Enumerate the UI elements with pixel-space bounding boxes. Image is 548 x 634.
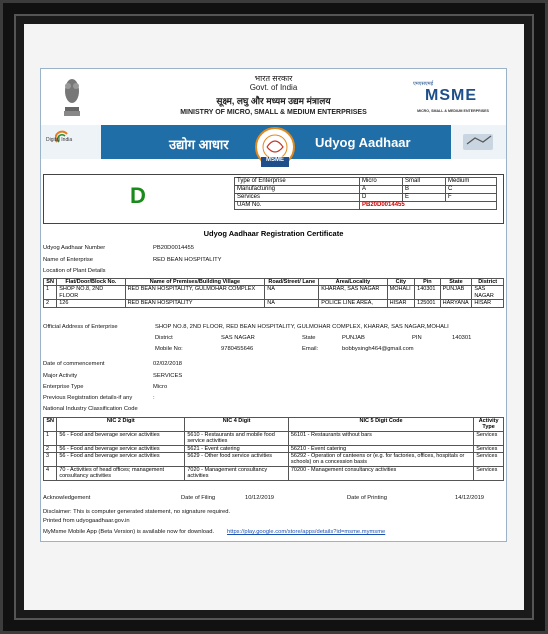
type-table-row xyxy=(235,178,497,186)
table-cell: 1 xyxy=(44,286,57,300)
plant-table-header: State xyxy=(440,279,472,286)
table-cell: MOHALI xyxy=(387,286,415,300)
table-row xyxy=(44,453,504,467)
official-address-value: SHOP NO.8, 2ND FLOOR, RED BEAN HOSPITALITY, GULMOHAR COMPLEX, KHARAR, SAS NAGAR,MOHALI xyxy=(155,324,449,330)
date-of-filing-value: 10/12/2019 xyxy=(245,495,275,501)
plant-table-header: District xyxy=(472,279,504,286)
table-row xyxy=(44,300,504,307)
enterprise-type-label: Enterprise Type xyxy=(43,384,84,390)
plant-location-table xyxy=(43,278,504,308)
commencement-label: Date of commencement xyxy=(43,361,105,367)
make-in-india-icon xyxy=(461,130,497,154)
udyog-aadhaar-seal-icon xyxy=(251,127,299,171)
govt-of-india-text: Govt. of India xyxy=(249,83,298,92)
table-cell: RED BEAN HOSPITALITY, GULMOHAR COMPLEX xyxy=(125,286,265,300)
table-row xyxy=(44,431,504,445)
certificate-header xyxy=(41,69,506,125)
table-cell: 56210 - Event catering xyxy=(288,445,473,452)
banner-english-title: Udyog Aadhaar xyxy=(315,135,411,150)
table-cell: Services xyxy=(474,445,504,452)
type-table-cell: Services xyxy=(235,194,360,202)
plant-table-header: SN xyxy=(44,279,57,286)
table-cell: 140301 xyxy=(415,286,440,300)
nic-table-header: NIC 5 Digit Code xyxy=(288,418,473,432)
app-download-text: MyMsme Mobile App (Beta Version) is available now for download. xyxy=(43,529,215,535)
nic-label: National Industry Classification Code xyxy=(43,406,138,412)
table-cell: NA xyxy=(265,300,319,307)
uam-label: UAM No. xyxy=(235,202,360,210)
major-activity-label: Major Activity xyxy=(43,373,78,379)
msme-logo xyxy=(413,77,493,119)
nic-table-header: SN xyxy=(44,418,57,432)
msme-logo-text: MSME xyxy=(425,87,477,104)
table-cell: SAS NAGAR xyxy=(472,286,504,300)
plant-table-header: Pin xyxy=(415,279,440,286)
nic-table-header: Activity Type xyxy=(474,418,504,432)
type-table-cell: A xyxy=(360,186,403,194)
table-cell: 1 xyxy=(44,431,57,445)
uam-row xyxy=(235,202,497,210)
table-cell: HISAR xyxy=(472,300,504,307)
table-cell: 56 - Food and beverage service activities xyxy=(57,431,185,445)
table-cell: 5610 - Restaurants and mobile food service activities xyxy=(185,431,288,445)
table-cell: SHOP NO.8, 2ND FLOOR xyxy=(57,286,125,300)
table-cell: 56292 - Operation of canteens or (e.g. for factories, offices, hospitals or schools) on a concession basis xyxy=(288,453,473,467)
previous-registration-value: : xyxy=(153,395,155,401)
table-cell: 2 xyxy=(44,445,57,452)
major-activity-value: SERVICES xyxy=(153,373,183,379)
plant-table-header: City xyxy=(387,279,415,286)
table-cell: Services xyxy=(474,431,504,445)
disclaimer-text: Disclaimer: This is computer generated statement, no signature required. xyxy=(43,509,231,515)
table-cell: 125001 xyxy=(415,300,440,307)
type-table-row xyxy=(235,194,497,202)
table-cell: 56101 - Restaurants without bars xyxy=(288,431,473,445)
type-table-cell: Micro xyxy=(360,178,403,186)
type-table-cell: D xyxy=(360,194,403,202)
type-table-cell: Medium xyxy=(446,178,497,186)
type-table-cell: B xyxy=(403,186,446,194)
table-cell: 5629 - Other food service activities xyxy=(185,453,288,467)
table-cell: KHARAR, SAS NAGAR xyxy=(319,286,387,300)
enterprise-name-value: RED BEAN HOSPITALITY xyxy=(153,257,222,263)
table-row xyxy=(44,466,504,480)
msme-sub-text: MICRO, SMALL & MEDIUM ENTERPRISES xyxy=(417,109,489,113)
category-letter: D xyxy=(130,183,146,208)
table-cell: PUNJAB xyxy=(440,286,472,300)
table-cell: 7020 - Management consultancy activities xyxy=(185,466,288,480)
table-cell: 5621 - Event catering xyxy=(185,445,288,452)
official-address-label: Official Address of Enterprise xyxy=(43,324,118,330)
nic-table-header: NIC 2 Digit xyxy=(57,418,185,432)
district-label: District xyxy=(155,335,173,341)
table-cell: 56 - Food and beverage service activities xyxy=(57,445,185,452)
uan-label: Udyog Aadhaar Number xyxy=(43,245,106,251)
location-label: Location of Plant Details xyxy=(43,268,106,274)
state-label: State xyxy=(302,335,316,341)
type-table-cell: Manufacturing xyxy=(235,186,360,194)
plant-table-header: Area/Locality xyxy=(319,279,387,286)
enterprise-name-label: Name of Enterprise xyxy=(43,257,93,263)
printed-from-text: Printed from udyogaadhaar.gov.in xyxy=(43,518,130,524)
table-cell: Services xyxy=(474,466,504,480)
app-download-link[interactable]: https://play.google.com/store/apps/details?id=msme.mymsme xyxy=(227,529,386,535)
type-table-cell: Small xyxy=(403,178,446,186)
uam-value: PB20D0014455 xyxy=(360,202,497,210)
type-table-cell: E xyxy=(403,194,446,202)
table-row xyxy=(44,445,504,452)
plant-table-header: Road/Street/ Lane xyxy=(265,279,319,286)
nic-table-header: NIC 4 Digit xyxy=(185,418,288,432)
uan-value: PB20D0014455 xyxy=(153,245,194,251)
plant-table-header: Name of Premises/Building Village xyxy=(125,279,265,286)
digital-india-label: Digital India xyxy=(46,137,73,143)
nic-table xyxy=(43,417,504,481)
msme-hindi-text: एमएसएमई xyxy=(413,81,434,87)
pin-value: 140301 xyxy=(452,335,472,341)
table-cell: NA xyxy=(265,286,319,300)
enterprise-type-table xyxy=(234,177,497,210)
type-table-cell: F xyxy=(446,194,497,202)
pin-label: PIN xyxy=(412,335,422,341)
acknowledgement-label: Acknowledgement xyxy=(43,495,91,501)
certificate-title: Udyog Aadhaar Registration Certificate xyxy=(203,229,344,238)
table-cell: 70200 - Management consultancy activities xyxy=(288,466,473,480)
type-table-cell: C xyxy=(446,186,497,194)
table-cell: 4 xyxy=(44,466,57,480)
table-cell: 2 xyxy=(44,300,57,307)
hindi-gov-text: भारत सरकार xyxy=(254,74,293,83)
table-row xyxy=(44,286,504,300)
table-cell: 3 xyxy=(44,453,57,467)
table-cell: HARYANA xyxy=(440,300,472,307)
table-cell: HISAR xyxy=(387,300,415,307)
mobile-label: Mobile No: xyxy=(155,346,183,352)
date-of-printing-label: Date of Printing xyxy=(347,495,387,501)
seal-msme-text: MSME xyxy=(266,157,284,163)
ministry-title: MINISTRY OF MICRO, SMALL & MEDIUM ENTERPRISES xyxy=(180,109,367,116)
enterprise-type-value: Micro xyxy=(153,384,168,390)
hindi-ministry-text: सूक्ष्म, लघु और मध्यम उद्यम मंत्रालय xyxy=(216,96,331,106)
enterprise-type-box xyxy=(43,174,504,224)
date-of-printing-value: 14/12/2019 xyxy=(455,495,485,501)
banner-hindi-title: उद्योग आधार xyxy=(169,137,229,152)
table-cell: 56 - Food and beverage service activities xyxy=(57,453,185,467)
commencement-value: 02/02/2018 xyxy=(153,361,183,367)
email-label: Email: xyxy=(302,346,319,352)
plant-table-header: Flat/Door/Block No. xyxy=(57,279,125,286)
table-cell: 70 - Activities of head offices; management consultancy activities xyxy=(57,466,185,480)
email-value: bobbysingh464@gmail.com xyxy=(342,346,414,352)
type-table-row xyxy=(235,186,497,194)
certificate-document xyxy=(40,68,507,542)
district-value: SAS NAGAR xyxy=(221,335,255,341)
table-cell: POLICE LINE AREA, xyxy=(319,300,387,307)
date-of-filing-label: Date of Filing xyxy=(181,495,216,501)
mobile-value: 9780455646 xyxy=(221,346,254,352)
table-cell: Services xyxy=(474,453,504,467)
table-cell: RED BEAN HOSPITALITY xyxy=(125,300,265,307)
table-cell: 126 xyxy=(57,300,125,307)
state-value: PUNJAB xyxy=(342,335,365,341)
previous-registration-label: Previous Registration details-if any xyxy=(43,395,133,401)
type-table-cell: Type of Enterprise xyxy=(235,178,360,186)
